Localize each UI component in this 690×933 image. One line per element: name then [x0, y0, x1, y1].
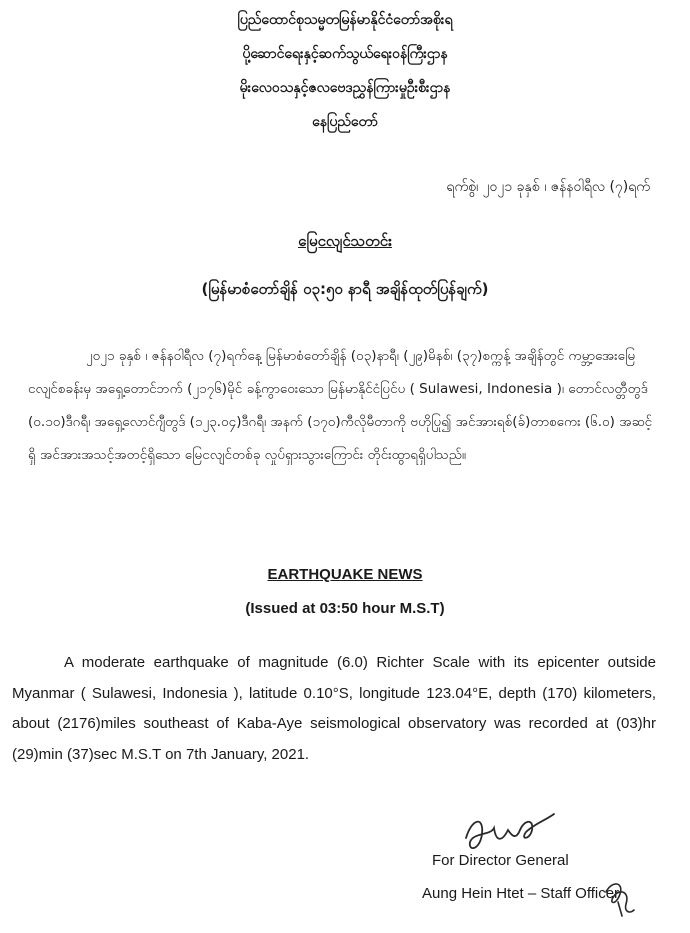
mm-title: မြေငလျင်သတင်း [298, 232, 392, 250]
mm-paragraph: ၂၀၂၁ ခုနှစ် ၊ ဇန်နဝါရီလ (၇)ရက်နေ့ မြန်မာစံတော်ချိန် (၀၃)နာရီ၊ (၂၉)မိနစ်၊ (၃၇)စက္ကန့် အချိန်တွင် ကမ္ဘာ့အေးမြေငလျင်စခန်းမှ အရှေ့တောင်ဘက် (၂၁၇၆)မိုင် ခန့်ကွာဝေးသော မြန်မာနိုင်ငံပြင်ပ ( Sulawesi, Indonesia )၊ တောင်လတ္တီတွဒ် (၀.၁၀)ဒီဂရီ၊ အရှေ့လောင်ဂျီတွဒ် (၁၂၃.၀၄)ဒီဂရီ၊ အနက် (၁၇၀)ကီလိုမီတာကို ဗဟိုပြု၍ အင်အားရစ်(ခ်)တာစကေး (၆.၀) အဆင့်ရှိ အင်အားအသင့်အတင့်ရှိသော မြေငလျင်တစ်ခု လှုပ်ရှားသွားကြောင်း တိုင်းထွာရရှိပါသည်။ [28, 348, 653, 463]
header-city: နေပြည်တော် [312, 114, 378, 130]
en-title: EARTHQUAKE NEWS [267, 566, 423, 583]
header-department: မိုးလေဝသနှင့်ဇလဗေဒညွှန်ကြားမှုဦးစီးဌာန [239, 80, 451, 96]
mm-body [28, 340, 658, 472]
footer-for-director-general: For Director General [432, 852, 569, 869]
en-body [12, 648, 656, 770]
mm-subtitle: (မြန်မာစံတော်ချိန် ၀၃:၅၀ နာရီ အချိန်ထုတ်ပြန်ချက်) [201, 280, 489, 298]
en-paragraph: A moderate earthquake of magnitude (6.0) Richter Scale with its epicenter outside Myanmar ( Sulawesi, Indonesia ), latitude 0.10°S, longitude 123.04°E, depth (170) kilometers, about (2176)miles southeast of Kaba-Aye seismological observatory was recorded at (03)hr (29)min (37)sec M.S.T on 7th January, 2021. [12, 654, 656, 763]
header-ministry: ပို့ဆောင်ရေးနှင့်ဆက်သွယ်ရေးဝန်ကြီးဌာန [242, 46, 448, 62]
signature-mark [458, 806, 568, 856]
header-government: ပြည်ထောင်စုသမ္မတမြန်မာနိုင်ငံတော်အစိုးရ [237, 12, 453, 28]
issue-date: ရက်စွဲ၊ ၂၀၂၁ ခုနှစ် ၊ ဇန်နဝါရီလ (၇)ရက် [446, 179, 650, 195]
footer-signatory: Aung Hein Htet – Staff Officer [422, 885, 620, 902]
en-subtitle: (Issued at 03:50 hour M.S.T) [245, 600, 445, 617]
initial-mark [600, 874, 640, 918]
